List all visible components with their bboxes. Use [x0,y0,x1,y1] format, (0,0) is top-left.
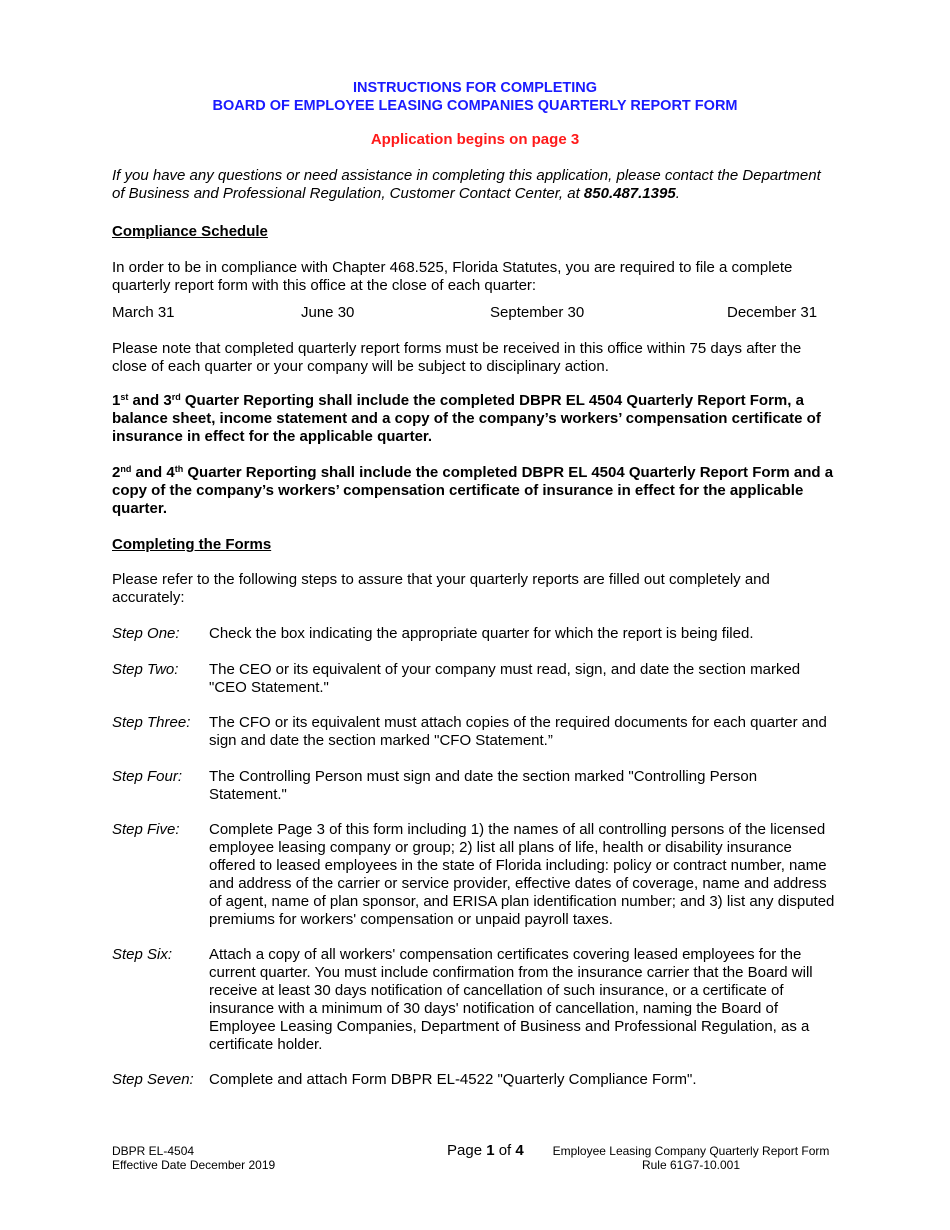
quarter-date: September 30 [490,304,585,321]
forms-heading: Completing the Forms [112,536,272,553]
contact-phone: 850.487.1395 [583,185,676,202]
step-text: The CFO or its equivalent must attach copies of the required documents for each quarter and sign and date the section marked "CFO Statement.” [209,714,827,749]
quarter-date: March 31 [112,304,175,321]
begins-note: Application begins on page 3 [370,131,580,148]
compliance-intro: In order to be in compliance with Chapter 468.525, Florida Statutes, you are required to file a complete quarterly report form with this office at the close of each quarter: [112,259,793,294]
step-label: Step Six: [112,946,173,963]
step-text: Check the box indicating the appropriate quarter for which the report is being filed. [209,625,754,642]
q2-q4-requirement: 2nd and 4th Quarter Reporting shall include the completed DBPR EL 4504 Quarterly Report Form and a copy of the company’s workers’ compensation certificate of insurance in effect for the applicable quarter. [112,464,834,517]
step-text: Attach a copy of all workers' compensation certificates covering leased employees for the current quarter. You must include confirmation from the insurance carrier that the Board will receive at least 30 days notification of cancellation of such insurance, or a certificate of insurance with a minimum of 30 days' notification of cancellation, naming the Board of Employee Leasing Companies, Department of Business and Professional Regulation, as a certificate holder. [209,946,813,1053]
footer-form-title: Employee Leasing Company Quarterly Report Form [552,1144,830,1158]
footer-rule: Rule 61G7-10.001 [641,1158,741,1172]
quarter-date: December 31 [727,304,818,321]
step-label: Step Three: [112,714,191,731]
footer-form-number: DBPR EL-4504 [112,1144,195,1158]
step-label: Step Four: [112,768,183,785]
doc-title-line2: BOARD OF EMPLOYEE LEASING COMPANIES QUARTERLY REPORT FORM [212,98,738,114]
contact-end: . [675,185,680,202]
step-label: Step Five: [112,821,180,838]
step-label: Step Seven: [112,1071,194,1088]
quarter-date: June 30 [301,304,355,321]
compliance-heading: Compliance Schedule [112,223,268,240]
footer-effective-date: Effective Date December 2019 [112,1158,276,1172]
doc-title-line1: INSTRUCTIONS FOR COMPLETING [352,80,598,96]
page-number: Page 1 of 4 [447,1142,524,1159]
forms-intro: Please refer to the following steps to assure that your quarterly reports are filled out completely and accurately: [112,571,770,606]
compliance-note: Please note that completed quarterly report forms must be received in this office within 75 days after the close of each quarter or your company will be subject to disciplinary action. [112,340,802,375]
step-text: The CEO or its equivalent of your company must read, sign, and date the section marked "CEO Statement." [209,661,801,696]
step-label: Step One: [112,625,180,642]
q1-q3-requirement: 1st and 3rd Quarter Reporting shall include the completed DBPR EL 4504 Quarterly Report Form, a balance sheet, income statement and a copy of the company’s workers’ compensation certificate of insurance in effect for the applicable quarter. [112,392,821,445]
step-text: Complete Page 3 of this form including 1) the names of all controlling persons of the licensed employee leasing company or group; 2) list all plans of life, health or disability insurance offered to leased employees in the state of Florida including: policy or contract number, name and address of the carrier or service provider, effective dates of coverage, name and address of agent, name of plan sponsor, and ERISA plan identification number; and 3) list any disputed premiums for workers' compensation or unpaid payroll taxes. [209,821,835,928]
contact-paragraph [112,167,827,203]
step-label: Step Two: [112,661,179,678]
contact-text: If you have any questions or need assistance in completing this application, please contact the Department of Business and Professional Regulation, Customer Contact Center, at [112,167,821,202]
step-text: Complete and attach Form DBPR EL-4522 "Quarterly Compliance Form". [209,1071,697,1088]
step-text: The Controlling Person must sign and date the section marked "Controlling Person Statement." [209,768,758,803]
